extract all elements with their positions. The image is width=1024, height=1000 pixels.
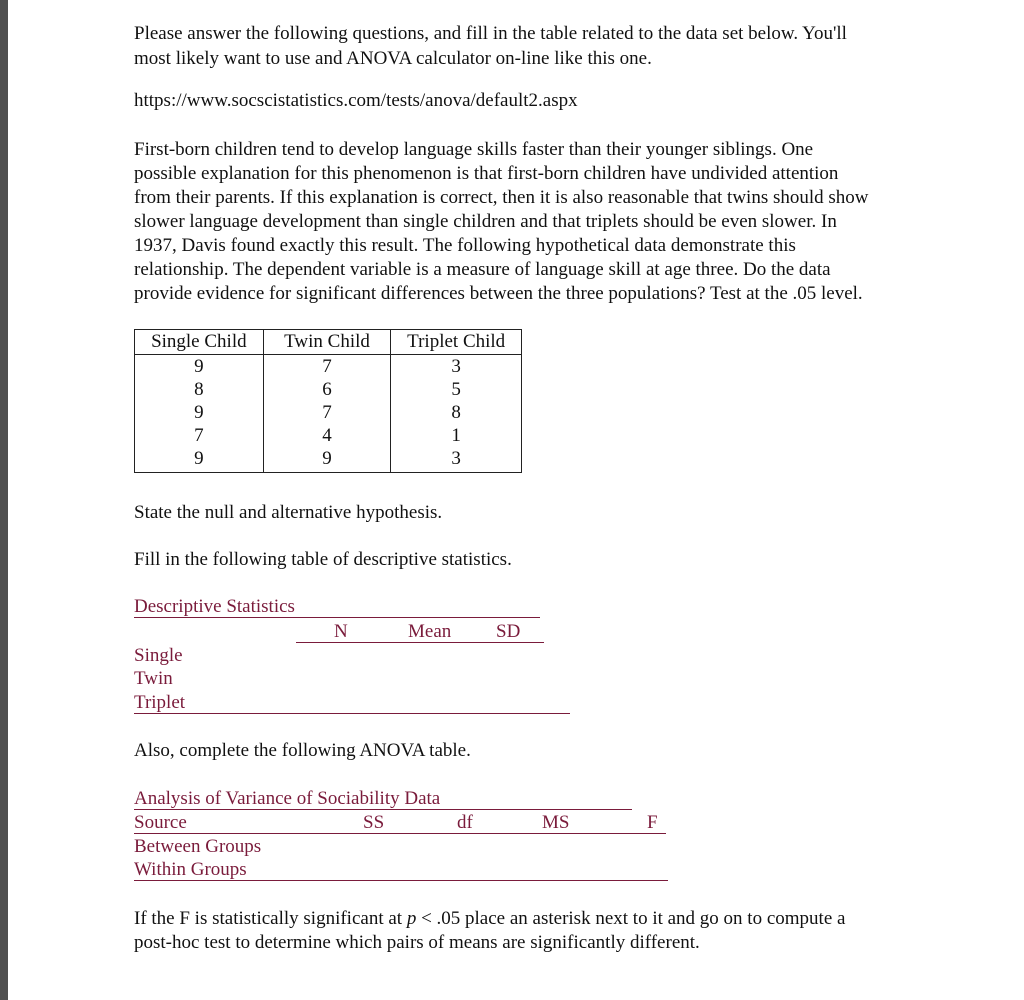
intro-line-1: Please answer the following questions, and fill in the table related to the data set below. You'll: [134, 23, 847, 44]
anova-col-ms: MS: [542, 812, 570, 833]
footer-p-symbol: p: [406, 908, 417, 929]
anova-col-source: Source: [134, 812, 187, 833]
footer-line-2: post-hoc test to determine which pairs of means are significantly different.: [134, 932, 700, 953]
footer-text-b: < .05 place an asterisk next to it and go on to compute a: [416, 908, 846, 929]
table-cell: 1: [451, 425, 461, 446]
descriptive-title: Descriptive Statistics: [134, 596, 295, 617]
anova-header-row: [134, 811, 666, 834]
descriptive-row-twin: Twin: [134, 668, 173, 689]
problem-line-1: First-born children tend to develop language skills faster than their younger siblings. One: [134, 139, 814, 160]
language-data-table: [134, 329, 522, 473]
descriptive-row-triplet: Triplet: [134, 692, 186, 713]
anova-row-between: Between Groups: [134, 836, 262, 857]
anova-col-ss: SS: [363, 812, 385, 833]
table-cell: 7: [194, 425, 204, 446]
anova-title-row: [134, 787, 632, 810]
descriptive-col-n: N: [334, 621, 348, 642]
problem-line-5: 1937, Davis found exactly this result. The following hypothetical data demonstrate this: [134, 235, 796, 256]
table-cell: 7: [322, 402, 332, 423]
descriptive-row-single: Single: [134, 645, 183, 666]
descriptive-col-mean: Mean: [408, 621, 452, 642]
triplet-child-header: Triplet Child: [391, 330, 521, 355]
anova-col-df: df: [457, 812, 473, 833]
descriptive-prompt: Fill in the following table of descriptive statistics.: [134, 549, 512, 570]
table-cell: 7: [322, 356, 332, 377]
table-cell: 9: [322, 448, 332, 469]
calculator-url: https://www.socscistatistics.com/tests/anova/default2.aspx: [134, 90, 578, 111]
twin-child-column: [264, 330, 392, 472]
table-cell: 8: [451, 402, 461, 423]
anova-prompt: Also, complete the following ANOVA table.: [134, 740, 471, 761]
hypothesis-question: State the null and alternative hypothesis.: [134, 502, 443, 523]
problem-line-3: from their parents. If this explanation is correct, then it is also reasonable that twins should show: [134, 187, 869, 208]
table-cell: 8: [194, 379, 204, 400]
single-child-column: [135, 330, 264, 472]
intro-line-2: most likely want to use and ANOVA calculator on-line like this one.: [134, 48, 652, 69]
table-cell: 9: [194, 356, 204, 377]
twin-child-header: Twin Child: [264, 330, 391, 355]
single-child-header: Single Child: [135, 330, 263, 355]
descriptive-col-sd: SD: [496, 621, 521, 642]
table-cell: 4: [322, 425, 332, 446]
table-cell: 6: [322, 379, 332, 400]
problem-line-2: possible explanation for this phenomenon is that first-born children have undivided attention: [134, 163, 839, 184]
footer-text-a: If the F is statistically significant at: [134, 908, 407, 929]
table-cell: 5: [451, 379, 461, 400]
footer-line-1: [134, 907, 845, 931]
problem-line-6: relationship. The dependent variable is a measure of language skill at age three. Do the data: [134, 259, 831, 280]
anova-row-within: Within Groups: [134, 859, 247, 880]
anova-row-within-line: [134, 858, 668, 881]
anova-col-f: F: [647, 812, 658, 833]
table-cell: 9: [194, 448, 204, 469]
triplet-child-column: [391, 330, 521, 472]
descriptive-header-row: [296, 620, 544, 643]
problem-line-7: provide evidence for significant differences between the three populations? Test at the .05 level.: [134, 283, 863, 304]
table-cell: 3: [451, 356, 461, 377]
descriptive-stats-table: [134, 595, 540, 617]
descriptive-row-triplet-line: [134, 691, 570, 714]
table-cell: 9: [194, 402, 204, 423]
viewer-left-edge: [0, 0, 8, 1000]
problem-line-4: slower language development than single children and that triplets should be even slower. In: [134, 211, 837, 232]
anova-title: Analysis of Variance of Sociability Data: [134, 788, 441, 809]
table-cell: 3: [451, 448, 461, 469]
